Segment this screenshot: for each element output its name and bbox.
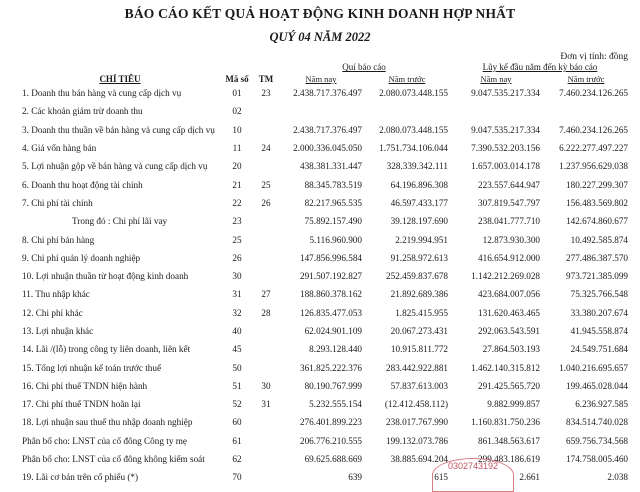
row-q-nam-truoc: 20.067.273.431: [390, 326, 449, 336]
row-label: 10. Lợi nhuận thuần từ hoạt động kinh doanh: [22, 271, 189, 282]
row-q-nam-truoc: 199.132.073.786: [386, 435, 449, 446]
row-y-nam-truoc: 834.514.740.028: [566, 417, 629, 428]
row-y-nam-nay: 423.684.007.056: [478, 289, 541, 300]
header-y-nam-nay: Năm nay: [480, 74, 512, 84]
row-tm: 23: [261, 88, 271, 99]
row-tm: [254, 432, 278, 450]
row-q-nam-truoc: [364, 102, 450, 120]
row-tm: [254, 322, 278, 340]
row-q-nam-truoc: 2.219.994.951: [395, 234, 449, 245]
row-tm: [254, 267, 278, 285]
row-ma-so: 60: [232, 417, 242, 428]
row-tm: 25: [261, 179, 271, 190]
row-label: 12. Chi phí khác: [22, 307, 83, 318]
row-y-nam-nay: 7.390.532.203.156: [471, 143, 541, 154]
row-q-nam-truoc: 252.459.837.678: [386, 271, 449, 282]
row-y-nam-truoc: 659.756.734.568: [566, 435, 629, 446]
row-q-nam-nay: 69.625.688.669: [304, 454, 362, 465]
table-row: [20, 304, 630, 322]
table-row: [20, 175, 630, 193]
row-y-nam-truoc: 33.380.207.674: [570, 307, 629, 318]
header-q-nam-nay: Năm nay: [305, 74, 337, 84]
table-row: [20, 358, 630, 376]
table-row: [20, 468, 630, 486]
row-q-nam-nay: 126.835.477.053: [299, 307, 362, 318]
row-y-nam-truoc: 75.325.766.548: [570, 289, 629, 300]
row-q-nam-nay: 206.776.210.555: [299, 435, 362, 446]
row-y-nam-nay: 292.063.543.591: [478, 326, 541, 336]
row-q-nam-truoc: 46.597.433.177: [390, 197, 449, 208]
row-q-nam-nay: 2.438.717.376.497: [293, 124, 362, 135]
row-q-nam-truoc: 1.825.415.955: [395, 307, 449, 318]
row-ma-so: 52: [232, 399, 242, 410]
row-tm: [254, 249, 278, 267]
table-row: [20, 194, 630, 212]
header-ytd-group: Lũy kế đầu năm đến kỳ báo cáo: [482, 62, 598, 72]
table-row: [20, 139, 630, 157]
unit-label: Đơn vị tính: đồng: [560, 52, 628, 62]
row-label: 15. Tổng lợi nhuận kế toán trước thuế: [22, 362, 162, 373]
row-q-nam-truoc: 328.339.342.111: [386, 161, 449, 172]
row-tm: [254, 157, 278, 175]
row-y-nam-truoc: 1.237.956.629.038: [559, 161, 629, 172]
row-ma-so: 25: [232, 234, 242, 245]
row-y-nam-truoc: 7.460.234.126.265: [559, 88, 629, 99]
row-q-nam-truoc: (12.412.458.112): [384, 399, 449, 410]
table-row: [20, 212, 630, 230]
row-y-nam-nay: 291.425.565.720: [478, 380, 541, 391]
row-ma-so: 21: [232, 179, 242, 190]
table-row: [20, 121, 630, 139]
row-q-nam-nay: 188.860.378.162: [299, 289, 362, 300]
row-q-nam-truoc: 21.892.689.386: [390, 289, 449, 300]
header-quarter-group: Quí báo cáo: [342, 62, 386, 72]
header-y-nam-truoc: Năm trước: [567, 74, 605, 84]
row-ma-so: 10: [232, 124, 242, 135]
header-chi-tieu: CHỈ TIÊU: [99, 74, 141, 84]
row-q-nam-nay: 276.401.899.223: [299, 417, 362, 428]
row-label: 11. Thu nhập khác: [22, 289, 90, 300]
table-row: [20, 84, 630, 102]
row-q-nam-truoc: 283.442.922.881: [386, 362, 449, 373]
row-q-nam-nay: 2.438.717.376.497: [293, 88, 362, 99]
row-y-nam-nay: 1.142.212.269.028: [471, 271, 541, 282]
row-label: 8. Chi phí bán hàng: [22, 234, 95, 245]
row-y-nam-truoc: [542, 102, 630, 120]
row-y-nam-nay: 223.557.644.947: [478, 179, 541, 190]
row-label: 4. Giá vốn hàng bán: [22, 143, 97, 154]
row-q-nam-nay: 75.892.157.490: [304, 216, 362, 227]
row-tm: [254, 230, 278, 248]
row-y-nam-truoc: 973.721.385.099: [566, 271, 629, 282]
table-row: [20, 285, 630, 303]
row-tm: [254, 212, 278, 230]
row-y-nam-nay: 27.864.503.193: [482, 344, 541, 355]
row-y-nam-nay: 1.160.831.750.236: [471, 417, 541, 428]
row-tm: 27: [261, 289, 271, 300]
row-tm: 26: [261, 197, 271, 208]
row-ma-so: 02: [232, 106, 242, 117]
row-y-nam-truoc: 199.465.028.044: [566, 380, 629, 391]
row-q-nam-nay: 82.217.965.535: [304, 197, 362, 208]
row-ma-so: 45: [232, 344, 242, 355]
table-row: [20, 432, 630, 450]
row-label: Phân bổ cho: LNST của cổ đông không kiểm soát: [22, 454, 205, 465]
row-label: 6. Doanh thu hoạt động tài chính: [22, 179, 143, 190]
report-subtitle: QUÝ 04 NĂM 2022: [269, 30, 371, 44]
row-q-nam-truoc: 39.128.197.690: [390, 216, 449, 227]
row-y-nam-nay: 1.657.003.014.178: [471, 161, 541, 172]
row-y-nam-nay: 9.882.999.857: [487, 399, 541, 410]
row-ma-so: 20: [232, 161, 242, 172]
row-label: 14. Lãi /(lỗ) trong công ty liên doanh, liên kết: [22, 344, 191, 355]
row-tm: 30: [261, 380, 271, 391]
row-q-nam-truoc: 10.915.811.772: [390, 344, 449, 355]
row-y-nam-truoc: 2.038: [607, 472, 629, 483]
row-y-nam-truoc: 7.460.234.126.265: [559, 124, 629, 135]
row-ma-so: 62: [232, 454, 242, 465]
row-q-nam-nay: 639: [348, 472, 362, 483]
row-label: 1. Doanh thu bán hàng và cung cấp dịch vụ: [22, 88, 182, 99]
row-y-nam-truoc: 277.486.387.570: [566, 252, 629, 263]
table-row: [20, 230, 630, 248]
table-row: [20, 249, 630, 267]
company-stamp: 0302743192: [432, 458, 514, 492]
table-row: [20, 102, 630, 120]
row-tm: [254, 121, 278, 139]
row-y-nam-truoc: 156.483.569.802: [566, 197, 629, 208]
row-y-nam-truoc: 180.227.299.307: [566, 179, 629, 190]
row-q-nam-truoc: 1.751.734.106.044: [379, 143, 449, 154]
row-y-nam-truoc: 24.549.751.684: [570, 344, 629, 355]
row-y-nam-truoc: 174.758.005.460: [566, 454, 629, 465]
table-row: [20, 450, 630, 468]
row-label: Phân bổ cho: LNST của cổ đông Công ty mẹ: [22, 435, 187, 446]
row-q-nam-truoc: 38.885.694.204: [390, 454, 449, 465]
row-label: 3. Doanh thu thuần về bán hàng và cung cấp dịch vụ: [22, 124, 215, 135]
row-q-nam-nay: 62.024.901.109: [304, 326, 362, 336]
row-q-nam-nay: [278, 102, 364, 120]
row-q-nam-nay: 88.345.783.519: [304, 179, 362, 190]
row-q-nam-nay: 80.190.767.999: [304, 380, 362, 391]
row-q-nam-nay: 8.293.128.440: [309, 344, 362, 355]
table-row: [20, 340, 630, 358]
row-tm: [254, 468, 278, 486]
row-ma-so: 23: [232, 216, 242, 227]
row-y-nam-nay: 9.047.535.217.334: [471, 124, 541, 135]
header-q-nam-truoc: Năm trước: [388, 74, 426, 84]
row-ma-so: 50: [232, 362, 242, 373]
row-tm: [254, 358, 278, 376]
row-q-nam-truoc: 57.837.613.003: [390, 380, 449, 391]
row-y-nam-nay: 238.041.777.710: [478, 216, 541, 227]
row-q-nam-truoc: 64.196.896.308: [390, 179, 449, 190]
row-tm: [254, 102, 278, 120]
row-label: 2. Các khoản giảm trừ doanh thu: [22, 106, 143, 117]
row-ma-so: 32: [232, 307, 242, 318]
row-y-nam-truoc: 6.236.927.585: [575, 399, 629, 410]
row-ma-so: 01: [232, 88, 242, 99]
table-row: [20, 413, 630, 431]
row-tm: 24: [261, 143, 271, 154]
row-q-nam-truoc: 615: [434, 472, 449, 483]
row-y-nam-nay: 861.348.563.617: [478, 435, 541, 446]
row-q-nam-nay: 5.232.555.154: [309, 399, 362, 410]
row-y-nam-truoc: 10.492.585.874: [570, 234, 629, 245]
row-q-nam-nay: 361.825.222.376: [299, 362, 362, 373]
row-y-nam-truoc: 1.040.216.695.657: [559, 362, 629, 373]
row-q-nam-nay: 5.116.960.900: [309, 234, 362, 245]
row-q-nam-nay: 291.507.192.827: [299, 271, 362, 282]
row-y-nam-nay: 416.654.912.000: [478, 252, 541, 263]
row-q-nam-nay: 2.000.336.045.050: [293, 143, 362, 154]
table-row: [20, 322, 630, 340]
row-ma-so: 51: [232, 380, 242, 391]
table-row: [20, 267, 630, 285]
row-y-nam-nay: 307.819.547.797: [478, 197, 541, 208]
row-tm: 31: [261, 399, 271, 410]
row-y-nam-truoc: 41.945.558.874: [570, 326, 629, 336]
report-title: BÁO CÁO KẾT QUẢ HOẠT ĐỘNG KINH DOANH HỢP NHẤT: [124, 6, 516, 21]
row-ma-so: 40: [232, 326, 242, 336]
row-label: 16. Chi phí thuế TNDN hiện hành: [22, 380, 148, 391]
row-q-nam-truoc: 91.258.972.613: [390, 252, 449, 263]
row-q-nam-truoc: 238.017.767.990: [386, 417, 449, 428]
income-statement-table: [20, 58, 630, 487]
row-y-nam-nay: 1.462.140.315.812: [471, 362, 541, 373]
row-label: 7. Chi phí tài chính: [22, 197, 93, 208]
row-tm: [254, 413, 278, 431]
header-tm: TM: [258, 74, 274, 84]
row-q-nam-truoc: 2.080.073.448.155: [379, 124, 449, 135]
row-label: 5. Lợi nhuận gộp về bán hàng và cung cấp dịch vụ: [22, 161, 208, 172]
row-q-nam-nay: 147.856.996.584: [299, 252, 362, 263]
row-label: 18. Lợi nhuận sau thuế thu nhập doanh nghiệp: [22, 417, 193, 428]
table-row: [20, 395, 630, 413]
row-ma-so: 30: [232, 271, 242, 282]
row-y-nam-nay: 131.620.463.465: [478, 307, 541, 318]
row-ma-so: 70: [232, 472, 242, 483]
row-label: 17. Chi phí thuế TNDN hoãn lại: [22, 399, 141, 410]
row-label: 13. Lợi nhuận khác: [22, 326, 94, 336]
row-ma-so: 31: [232, 289, 242, 300]
row-y-nam-nay: 9.047.535.217.334: [471, 88, 541, 99]
row-label: 9. Chi phí quản lý doanh nghiệp: [22, 252, 141, 263]
row-q-nam-nay: 438.381.331.447: [299, 161, 362, 172]
row-y-nam-nay: 12.873.930.300: [482, 234, 541, 245]
row-ma-so: 11: [232, 143, 242, 154]
row-tm: [254, 450, 278, 468]
table-row: [20, 377, 630, 395]
table-row: [20, 157, 630, 175]
row-q-nam-truoc: 2.080.073.448.155: [379, 88, 449, 99]
row-ma-so: 26: [232, 252, 242, 263]
row-y-nam-nay: [450, 102, 542, 120]
row-tm: [254, 340, 278, 358]
row-y-nam-truoc: 6.222.277.497.227: [559, 143, 629, 154]
header-ma-so: Mã số: [225, 74, 249, 84]
row-tm: 28: [261, 307, 271, 318]
row-y-nam-nay: 299.483.186.619: [478, 454, 541, 465]
row-label: Trong đó : Chi phí lãi vay: [72, 216, 168, 227]
row-ma-so: 61: [232, 435, 242, 446]
row-ma-so: 22: [232, 197, 242, 208]
row-y-nam-nay: 2.661: [519, 472, 541, 483]
row-y-nam-truoc: 142.674.860.677: [566, 216, 629, 227]
row-label: 19. Lãi cơ bản trên cổ phiếu (*): [22, 472, 139, 483]
